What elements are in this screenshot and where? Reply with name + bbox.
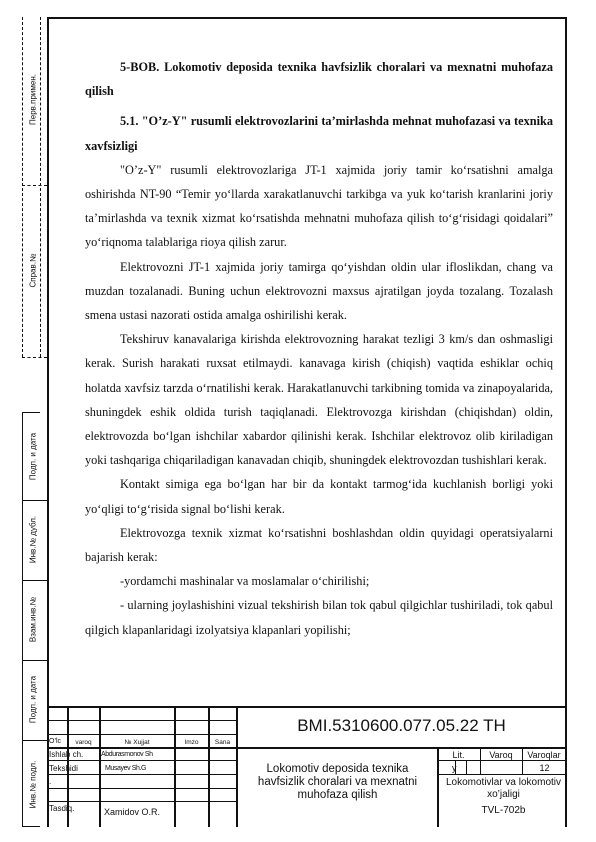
sign-role: Ishlab ch. [49, 750, 84, 759]
side-label-vzam-inv: Взам.инв.№ [28, 596, 38, 643]
tb-line [174, 706, 176, 827]
col-header-sana: Sana [214, 739, 231, 746]
sign-role: Tasdiq. [49, 804, 75, 813]
document-code: BMI.5310600.077.05.22 TH [297, 716, 506, 735]
side-divider [22, 580, 47, 581]
side-divider [22, 740, 47, 741]
side-label-perv-primen: Перв.примен. [28, 74, 38, 125]
lit-value: y [452, 763, 457, 773]
document-title: Lokomotiv deposida texnika havfsizlik choralari va mexnatni muhofaza qilish [257, 763, 418, 801]
paragraph: Kontakt simiga ega bo‘lgan har bir da kontakt tarmog‘ida kuchlanish borligi yoki yo‘qligi to‘g‘risida signal bo‘lishi kerak. [85, 477, 553, 516]
paragraph: -yordamchi mashinalar va moslamalar o‘chirilishi; [120, 574, 370, 589]
paragraph: Elektrovozga texnik xizmat ko‘rsatishni boshlashdan oldin quyidagi operatsiyalarni bajarish kerak: [85, 525, 553, 565]
tb-line [47, 788, 236, 789]
col-header-xujjat: № Xujjat [124, 739, 150, 746]
side-label-inv-podl: Инв.№ подл. [28, 760, 38, 809]
tb-line [47, 747, 567, 749]
group-code: TVL-702b [481, 805, 526, 816]
side-divider [22, 500, 47, 501]
side-label-podp-data: Подп. и дата [28, 432, 38, 481]
paragraph: Tekshiruv kanavalariga kirishda elektrovozning harakat tezligi 3 km/s dan oshmasligi kerak. Surish harakati ruxsat etilmaydi. kanavaga kirish (chiqish) vaqtida eshiklar ochiq holatda xavfsiz tarzda o‘rnatilishi kerak. Harakatlanuvchi tarkibning tomida va zinapoyalarida, shuningdek eshik oldida turish taqiqlanadi. Elektrovozga kirishdan (chiqishdan) oldin, elektrovozda bo‘lgan ishchilar xabardor qilinishi kerak. Ishchilar elektrovoz olib kiriladigan yoki tashqariga chiqariladigan kanavadan chiqib, shuningdek elektrovozdan tushishlari kerak. [85, 332, 553, 468]
organization: Lokomotivlar va lokomotiv xo’jaligi [445, 777, 562, 800]
sign-name: Abdurasmonov Sh [101, 751, 153, 758]
side-label-podp-data-2: Подп. и дата [28, 675, 38, 724]
tb-line [466, 760, 467, 774]
tb-line [208, 706, 210, 827]
tb-line [47, 734, 236, 735]
tb-line [47, 801, 236, 802]
tb-line [99, 706, 101, 827]
col-header-varoq: varoq [75, 739, 92, 746]
col-header-olc: O’lc [49, 738, 62, 745]
tb-line [437, 760, 567, 761]
sign-name: Musayev Sh.G [105, 765, 147, 772]
varoqlar-value: 12 [539, 763, 550, 773]
lit-label: Lit. [452, 750, 465, 760]
col-header-imzo: Imzo [184, 739, 199, 746]
section-title: 5.1. "O’z-Y" rusumli elektrovozlarini ta’mirlashda mehnat muhofazasi va texnika xavfsizligi [85, 114, 553, 153]
paragraph: Elektrovozni JT-1 xajmida joriy tamirga qo‘yishdan oldin ular ifloslikdan, chang va muzdan tozalanadi. Buning uchun elektrovozni maxsus ajratilgan joyda tozalang. Tozalash smena ustasi nazorati ostida amalga oshirilishi kerak. [85, 259, 553, 323]
side-label-sprav: Справ.№ [28, 253, 38, 288]
document-body [85, 55, 553, 642]
sign-name: Xamidov O.R. [104, 807, 161, 817]
varoq-label: Varoq [489, 750, 513, 760]
side-divider [22, 185, 47, 186]
paragraph: "O’z-Y" rusumli elektrovozlariga JT-1 xajmida joriy tamir ko‘rsatishni amalga oshirishda NT-90 “Temir yo‘llarda xarakatlanuvchi tarkibga va yuk ko‘tarish kranlarini joriy ta’mirlashda va texnik xizmat ko‘rsatishda mehnatni muhofaza qilish to‘g‘risidagi qoidalari” yo‘riqnoma talablariga rioya qilish zarur. [85, 162, 553, 250]
side-divider [22, 357, 47, 358]
sign-role: . [49, 777, 52, 786]
varoqlar-label: Varoqlar [527, 750, 561, 760]
side-divider [22, 660, 47, 661]
chapter-title: 5-BOB. Lokomotiv deposida texnika havfsizlik choralari va mexnatni muhofaza qilish [85, 60, 553, 99]
side-label-inv-dubl: Инв.№ дубл. [28, 515, 38, 564]
tb-line [47, 760, 236, 761]
tb-line [437, 774, 567, 775]
tb-line [47, 720, 236, 721]
tb-line [47, 774, 236, 775]
paragraph: - ularning joylashishini vizual tekshirish bilan tok qabul qilgichlar tushiriladi, tok qabul qilgich klapanlaridagi izolyatsiya klapanlari yopilishi; [85, 598, 553, 637]
sign-role: Tekshidi [49, 764, 78, 773]
